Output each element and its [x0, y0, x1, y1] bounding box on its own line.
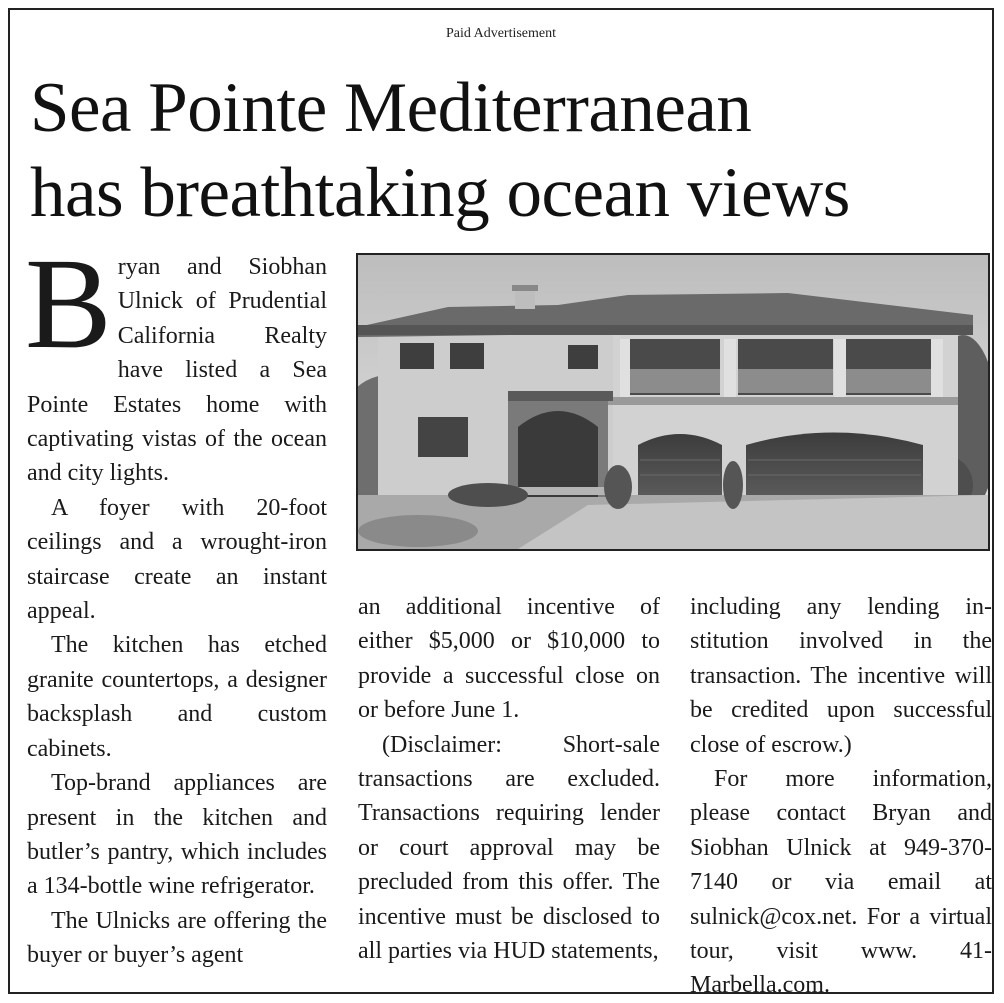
- paragraph-4: Top-brand appliances are present in the kitchen and butler’s pantry, which includes a 134-bottle wine refrigerator.: [27, 770, 327, 900]
- paragraph-1-text: ryan and Siobhan Ulnick of Prudential California Realty have listed a Sea Pointe Estates home with captivating vistas of the ocean and city lights.: [27, 254, 327, 487]
- paid-advertisement-label: Paid Advertisement: [445, 26, 557, 41]
- headline: [30, 66, 990, 236]
- paragraph-3: The kitchen has etched granite countertops, a designer backsplash and custom cabinets.: [27, 632, 327, 762]
- drop-cap: B: [25, 232, 112, 376]
- house-photo: [356, 253, 990, 551]
- article-column-3: [690, 590, 992, 1003]
- paragraph-6: (Disclaimer: Short-sale transactions are excluded. Transactions requiring lender or court approval may be precluded from this offer. The incentive must be disclosed to all parties via HUD statements,: [358, 731, 660, 965]
- article-column-2: [358, 590, 660, 968]
- advertisement-page: [8, 8, 994, 999]
- paragraph-1: [25, 232, 327, 491]
- headline-line-2: has breathtaking ocean views: [30, 154, 850, 232]
- paragraph-7: For more information, please contact Bryan and Siobhan Ulnick at 949-370-7140 or via email at sulnick@cox.net. For a virtual tour, visit www. 41-Marbella.com.: [690, 766, 992, 999]
- paragraph-5: The Ulnicks are offering the buyer or buyer’s agent: [27, 907, 327, 969]
- paragraph-6-continued: including any lending institution involved in the transaction. The incentive will be credited upon successful close of escrow.): [690, 594, 992, 758]
- paragraph-5-continued: an additional incentive of either $5,000 or $10,000 to provide a successful close on or before June 1.: [358, 594, 660, 724]
- paragraph-2: A foyer with 20-foot ceilings and a wrought-iron staircase create an instant appeal.: [27, 494, 327, 625]
- article-column-1: [25, 232, 327, 973]
- headline-line-1: Sea Pointe Mediterranean: [30, 69, 752, 147]
- house-illustration: [358, 255, 988, 549]
